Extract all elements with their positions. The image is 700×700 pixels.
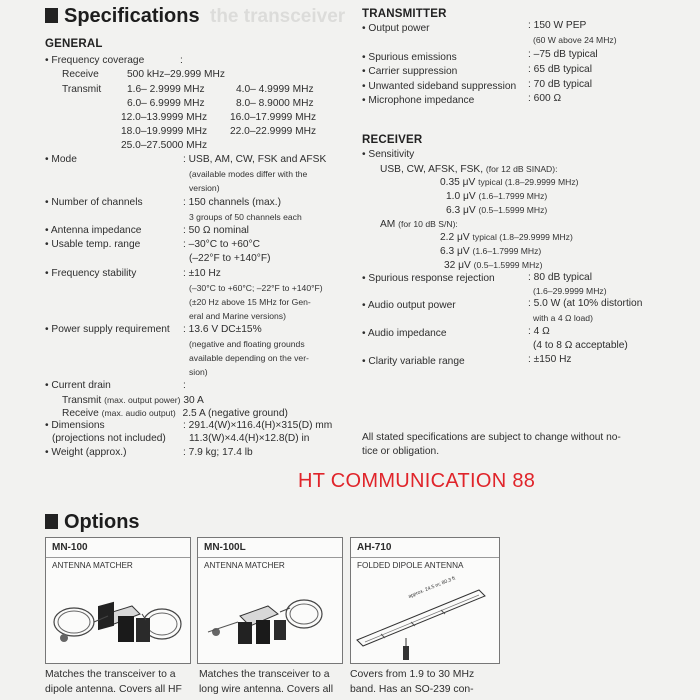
notice-text: tice or obligation.	[362, 446, 440, 457]
option-description: Covers from 1.9 to 30 MHz band. Has an SO-239 con-	[350, 669, 475, 695]
mode-note: version)	[189, 183, 220, 193]
spurious-emissions-label: • Spurious emissions	[362, 52, 457, 63]
transmit-range: 6.0– 6.9999 MHz	[127, 98, 205, 109]
card-divider	[46, 557, 190, 558]
output-power-value: : 150 W PEP	[528, 20, 587, 31]
dimensions-value: : 291.4(W)×116.4(H)×315(D) mm	[183, 420, 333, 431]
output-power-note: (60 W above 24 MHz)	[533, 35, 617, 45]
am-line: 6.3 μV (1.6–1.7999 MHz)	[440, 246, 542, 257]
channels-value: : 150 channels (max.)	[183, 197, 281, 208]
option-card-mn100	[45, 537, 191, 664]
option-description: Matches the transceiver to a dipole antenna. Covers all HF	[45, 669, 182, 695]
spurious-rejection-label: • Spurious response rejection	[362, 273, 495, 284]
option-card-mn100l	[197, 537, 343, 664]
audio-impedance-label: • Audio impedance	[362, 328, 447, 339]
sensitivity-modes: USB, CW, AFSK, FSK, (for 12 dB SINAD):	[380, 164, 558, 175]
current-drain-colon: :	[183, 380, 186, 391]
mode-value: : USB, AM, CW, FSK and AFSK	[183, 154, 327, 165]
specifications-heading: Specifications	[45, 5, 200, 28]
transmit-range: 18.0–19.9999 MHz	[121, 126, 208, 137]
am-line: 2.2 μV typical (1.8–29.9999 MHz)	[440, 232, 573, 243]
heading-square-icon	[45, 514, 58, 529]
am-line: 32 μV (0.5–1.5999 MHz)	[444, 260, 543, 271]
channels-note: 3 groups of 50 channels each	[189, 212, 302, 222]
option-card-ah710	[350, 537, 500, 664]
temp-range-value: : –30°C to +60°C	[183, 239, 260, 250]
option-description: Matches the transceiver to a long wire antenna. Covers all	[199, 669, 333, 695]
stability-label: • Frequency stability	[45, 268, 137, 279]
carrier-suppression-label: • Carrier suppression	[362, 66, 458, 77]
receive-label: Receive	[62, 69, 99, 80]
spurious-rejection-value: : 80 dB typical	[528, 272, 592, 283]
audio-impedance-note: (4 to 8 Ω acceptable)	[533, 340, 628, 351]
frequency-coverage-label: • Frequency coverage	[45, 55, 145, 66]
heading-square-icon	[45, 8, 58, 23]
dipole-length-label: approx. 24.5 m; 80.3 ft	[407, 576, 457, 600]
drain-transmit: Transmit (max. output power) 30 A	[62, 395, 204, 406]
spurious-emissions-value: : –75 dB typical	[528, 49, 598, 60]
antenna-impedance-label: • Antenna impedance	[45, 225, 142, 236]
watermark: HT COMMUNICATION 88	[298, 470, 536, 492]
options-heading: Options	[45, 511, 140, 534]
option-subtitle: ANTENNA MATCHER	[204, 561, 285, 570]
clarity-range-label: • Clarity variable range	[362, 356, 465, 367]
weight-value: : 7.9 kg; 17.4 lb	[183, 447, 253, 458]
dimensions-label: • Dimensions	[45, 420, 105, 431]
general-title: GENERAL	[45, 38, 103, 50]
current-drain-label: • Current drain	[45, 380, 111, 391]
mode-note: (available modes differ with the	[189, 169, 308, 179]
transmitter-title: TRANSMITTER	[362, 8, 447, 20]
sideband-suppression-value: : 70 dB typical	[528, 79, 592, 90]
transmit-range: 8.0– 8.9000 MHz	[236, 98, 314, 109]
receiver-title: RECEIVER	[362, 134, 423, 146]
output-power-label: • Output power	[362, 23, 430, 34]
card-divider	[351, 557, 499, 558]
notice-text: All stated specifications are subject to change without no-	[362, 432, 621, 443]
sensitivity-line: 1.0 μV (1.6–1.7999 MHz)	[446, 191, 548, 202]
dimensions-note: (projections not included)	[52, 433, 166, 444]
stability-value: : ±10 Hz	[183, 268, 221, 279]
transmit-range: 22.0–22.9999 MHz	[230, 126, 317, 137]
option-subtitle: ANTENNA MATCHER	[52, 561, 133, 570]
audio-output-label: • Audio output power	[362, 300, 456, 311]
sensitivity-line: 6.3 μV (0.5–1.5999 MHz)	[446, 205, 548, 216]
temp-range-label: • Usable temp. range	[45, 239, 141, 250]
option-subtitle: FOLDED DIPOLE ANTENNA	[357, 561, 464, 570]
antenna-matcher-illustration	[198, 576, 342, 663]
clarity-range-value: : ±150 Hz	[528, 354, 572, 365]
am-label: AM (for 10 dB S/N):	[380, 219, 458, 230]
transmit-range: 1.6– 2.9999 MHz	[127, 84, 205, 95]
stability-note: (±20 Hz above 15 MHz for Gen-	[189, 297, 311, 307]
receive-value: 500 kHz–29.999 MHz	[127, 69, 225, 80]
sensitivity-line: 0.35 μV typical (1.8–29.9999 MHz)	[440, 177, 579, 188]
transmit-range: 25.0–27.5000 MHz	[121, 140, 208, 151]
power-supply-note: sion)	[189, 367, 208, 377]
sensitivity-label: • Sensitivity	[362, 149, 415, 160]
audio-output-note: with a 4 Ω load)	[533, 313, 593, 323]
weight-label: • Weight (approx.)	[45, 447, 127, 458]
audio-output-value: : 5.0 W (at 10% distortion	[528, 298, 643, 309]
spurious-rejection-note: (1.6–29.9999 MHz)	[533, 286, 607, 296]
antenna-impedance-value: : 50 Ω nominal	[183, 225, 249, 236]
transmit-range: 16.0–17.9999 MHz	[230, 112, 317, 123]
power-supply-value: : 13.6 V DC±15%	[183, 324, 262, 335]
sideband-suppression-label: • Unwanted sideband suppression	[362, 81, 517, 92]
power-supply-label: • Power supply requirement	[45, 324, 170, 335]
option-title: MN-100	[52, 542, 88, 553]
card-divider	[198, 557, 342, 558]
audio-impedance-value: : 4 Ω	[528, 326, 550, 337]
transmit-range: 12.0–13.9999 MHz	[121, 112, 208, 123]
option-title: AH-710	[357, 542, 392, 553]
frequency-coverage-colon: :	[180, 55, 183, 66]
mic-impedance-label: • Microphone impedance	[362, 95, 475, 106]
power-supply-note: available depending on the ver-	[189, 353, 309, 363]
carrier-suppression-value: : 65 dB typical	[528, 64, 592, 75]
transmit-range: 4.0– 4.9999 MHz	[236, 84, 314, 95]
power-supply-note: (negative and floating grounds	[189, 339, 305, 349]
mic-impedance-value: : 600 Ω	[528, 93, 562, 104]
transmit-label: Transmit	[62, 84, 102, 95]
stability-note: (–30°C to +60°C; –22°F to +140°F)	[189, 283, 323, 293]
ghost-heading: the transceiver	[210, 6, 346, 27]
dimensions-inches: 11.3(W)×4.4(H)×12.8(D) in	[189, 433, 310, 444]
option-title: MN-100L	[204, 542, 246, 553]
drain-receive: Receive (max. audio output) 2.5 A (negative ground)	[62, 408, 288, 419]
temp-range-note: (–22°F to +140°F)	[189, 253, 271, 264]
channels-label: • Number of channels	[45, 197, 143, 208]
stability-note: eral and Marine versions)	[189, 311, 286, 321]
antenna-matcher-illustration	[46, 576, 190, 663]
mode-label: • Mode	[45, 154, 77, 165]
folded-dipole-illustration	[351, 576, 499, 663]
